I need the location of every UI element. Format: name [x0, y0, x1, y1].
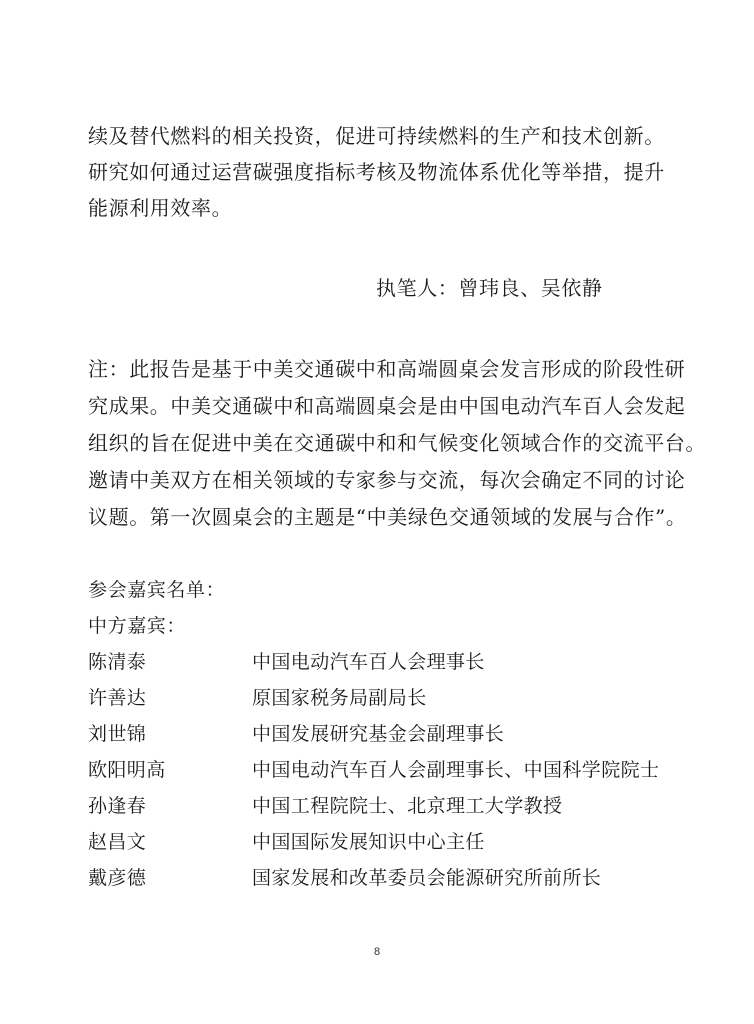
- guest-title: 中国国际发展知识中心主任: [252, 831, 485, 853]
- author-line: 执笔人：曾玮良、吴依静: [376, 276, 603, 300]
- page-number: 8: [373, 946, 381, 958]
- guest-title: 中国发展研究基金会副理事长: [252, 723, 505, 745]
- note-line-4: 邀请中美双方在相关领域的专家参与交流，每次会确定不同的讨论: [88, 468, 686, 492]
- guest-name: 欧阳明高: [88, 759, 166, 781]
- guest-title: 中国工程院院士、北京理工大学教授: [252, 795, 563, 817]
- guest-title: 国家发展和改革委员会能源研究所前所长: [252, 867, 602, 889]
- guest-name: 赵昌文: [88, 831, 147, 853]
- guest-row: [88, 794, 688, 822]
- intro-line-1: 续及替代燃料的相关投资，促进可持续燃料的生产和技术创新。: [88, 124, 665, 148]
- guest-row: [88, 650, 688, 678]
- guest-name: 许善达: [88, 687, 147, 709]
- guest-title: 中国电动汽车百人会理事长: [252, 651, 485, 673]
- guest-title: 原国家税务局副局长: [252, 687, 427, 709]
- intro-line-3: 能源利用效率。: [88, 196, 233, 220]
- guest-name: 陈清泰: [88, 651, 147, 673]
- chinese-guests-subheading: 中方嘉宾：: [88, 615, 187, 637]
- guest-name: 孙逢春: [88, 795, 147, 817]
- guest-title: 中国电动汽车百人会副理事长、中国科学院院士: [252, 759, 660, 781]
- note-line-2: 究成果。中美交通碳中和高端圆桌会是由中国电动汽车百人会发起: [88, 394, 686, 418]
- guest-row: [88, 830, 688, 858]
- note-line-5: 议题。第一次圆桌会的主题是“中美绿色交通领域的发展与合作”。: [88, 505, 687, 529]
- guest-row: [88, 866, 688, 894]
- guest-name: 戴彦德: [88, 867, 147, 889]
- guest-row: [88, 686, 688, 714]
- guest-list-heading: 参会嘉宾名单：: [88, 579, 226, 601]
- intro-line-2: 研究如何通过运营碳强度指标考核及物流体系优化等举措，提升: [88, 160, 665, 184]
- note-line-3: 组织的旨在促进中美在交通碳中和和气候变化领域合作的交流平台。: [88, 431, 706, 455]
- guest-row: [88, 722, 688, 750]
- note-line-1: 注：此报告是基于中美交通碳中和高端圆桌会发言形成的阶段性研: [88, 357, 686, 381]
- guest-row: [88, 758, 688, 786]
- guest-name: 刘世锦: [88, 723, 147, 745]
